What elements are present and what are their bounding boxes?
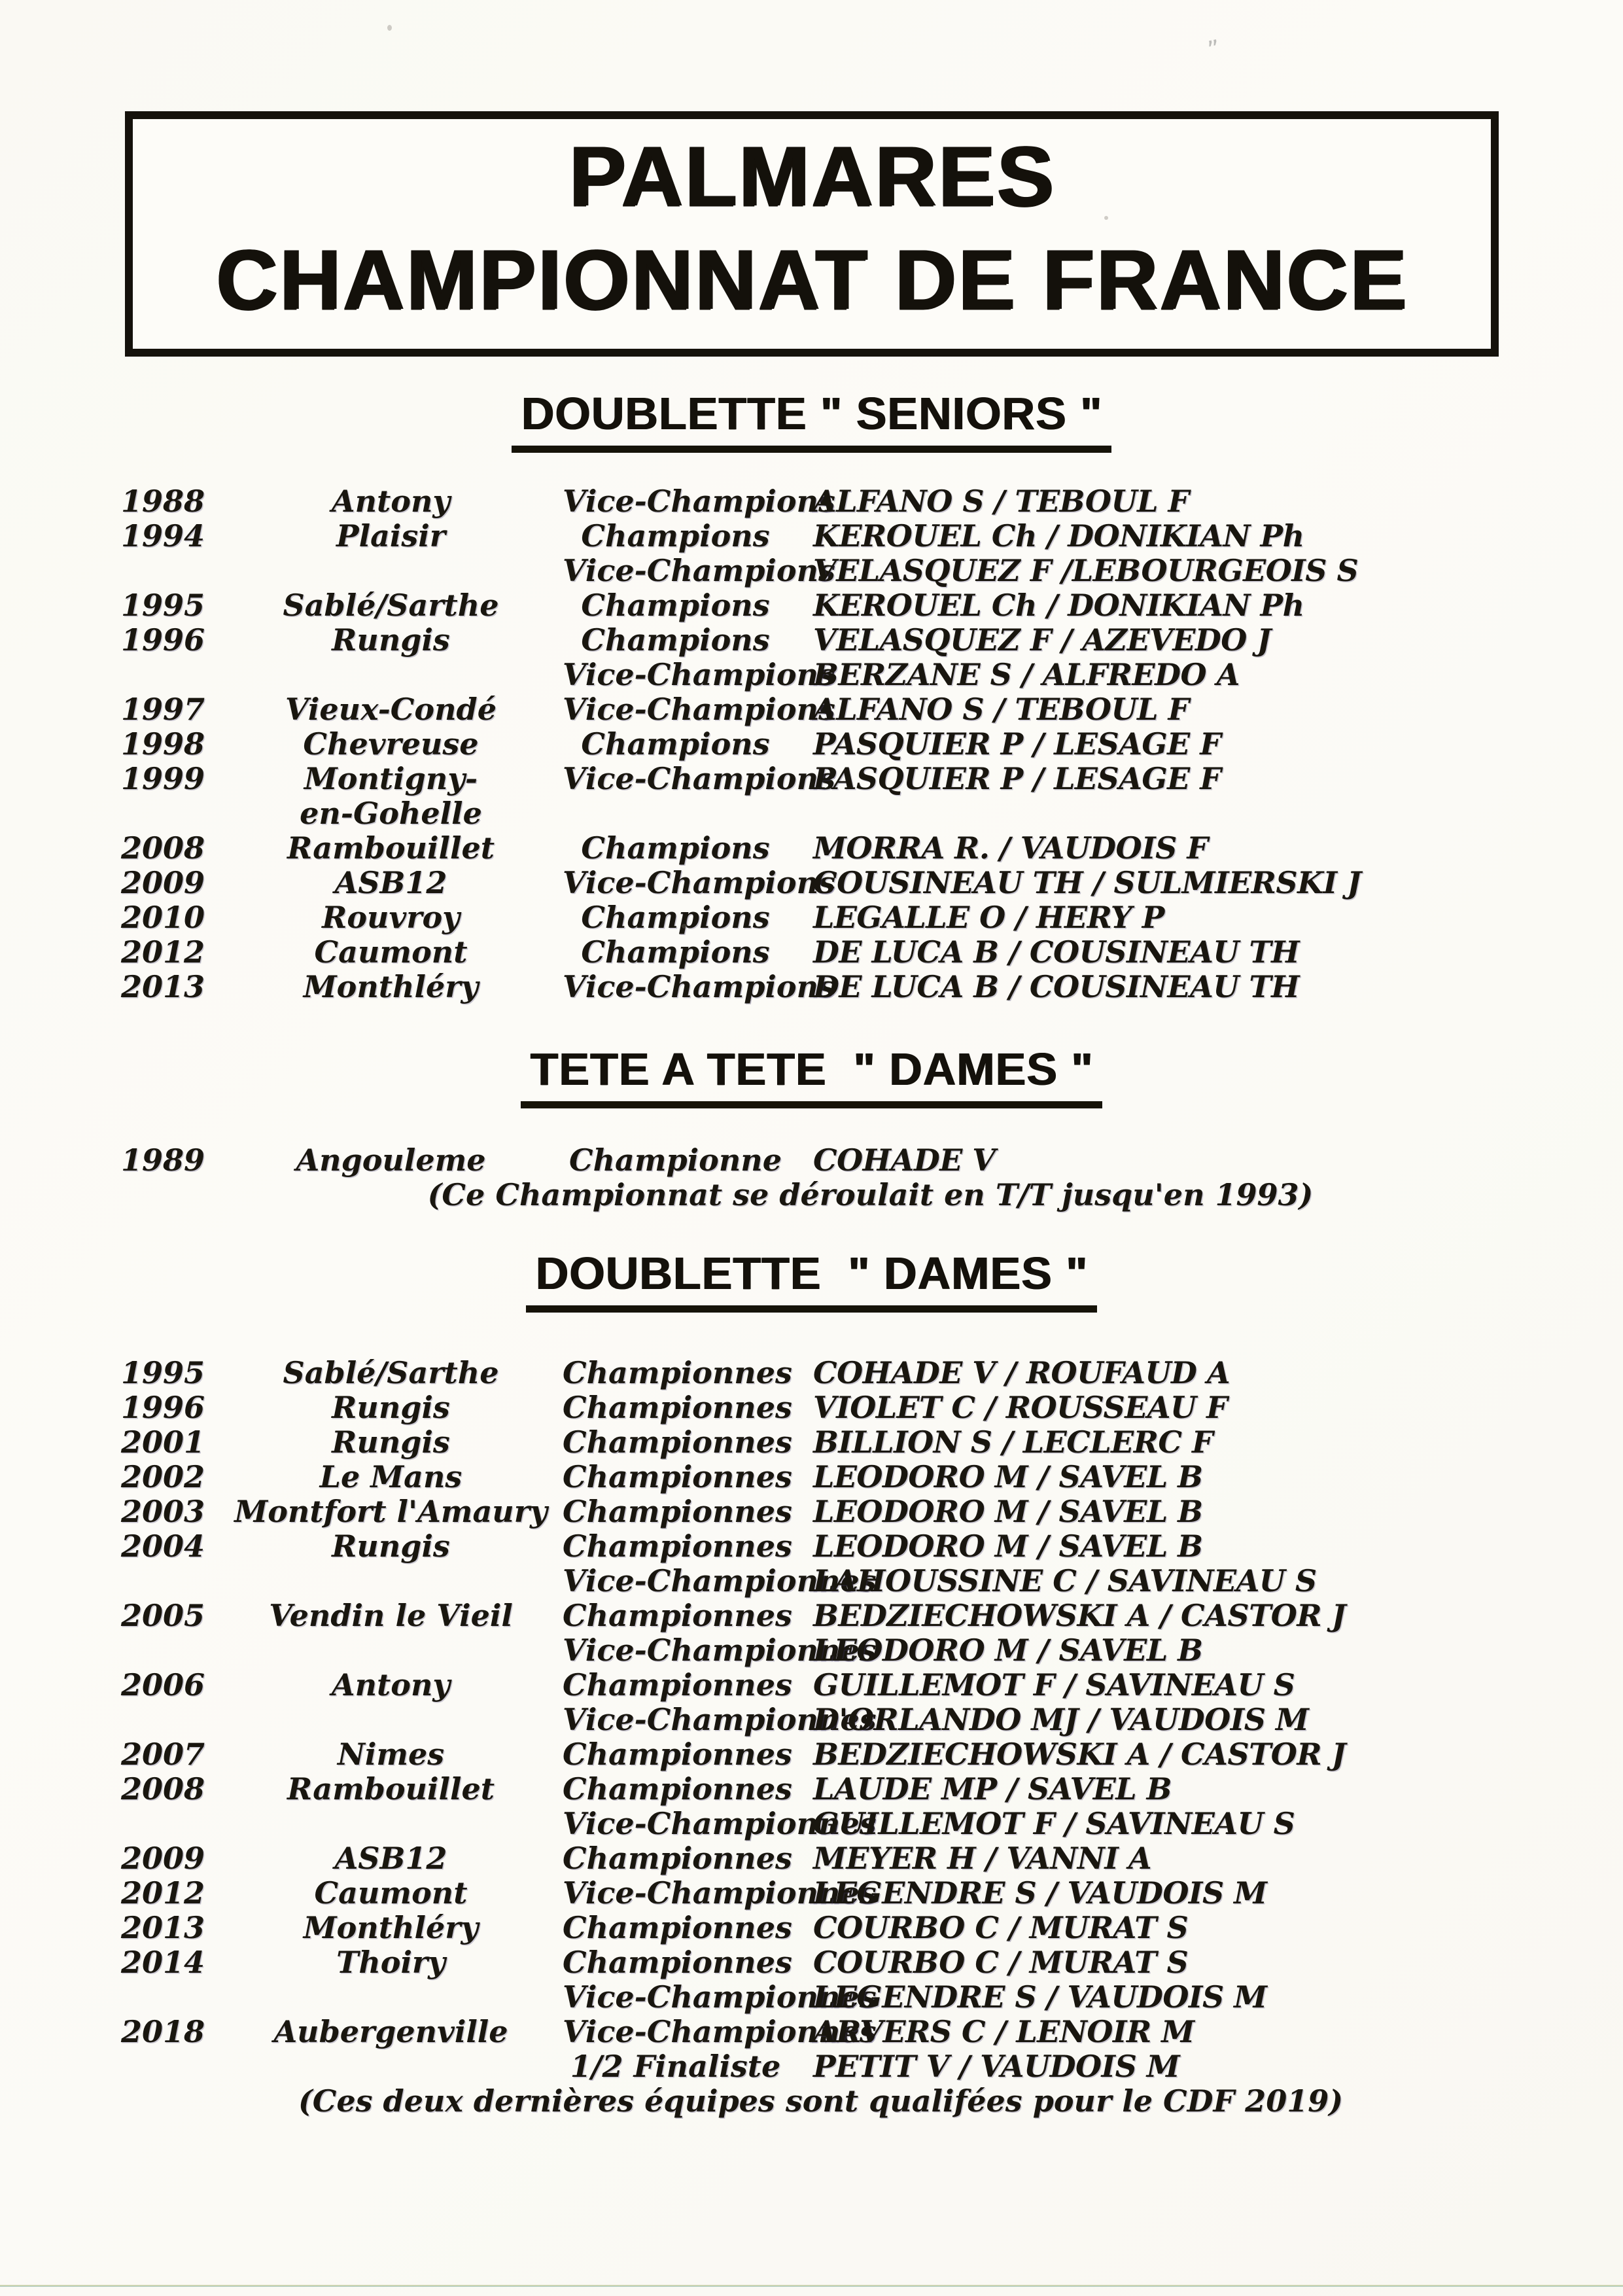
players-names-cell: LEODORO M / SAVEL B <box>813 1633 1203 1668</box>
city-cell: Chevreuse <box>303 726 479 762</box>
rank-title-cell: Championnes <box>563 1424 792 1460</box>
rank-title-cell: Championne <box>568 1142 782 1178</box>
section-heading-wrap <box>0 388 1623 453</box>
players-names-cell: DE LUCA B / COUSINEAU TH <box>813 969 1300 1004</box>
table-row <box>121 970 1623 1004</box>
year-cell: 2003 <box>121 1494 205 1529</box>
players-names-cell: BERZANE S / ALFREDO A <box>813 657 1240 692</box>
rank-title-cell: Vice-Championnes <box>563 1979 877 2015</box>
table-row <box>121 1529 1623 1564</box>
title-box <box>125 111 1499 357</box>
year-cell: 1996 <box>121 1390 205 1425</box>
city-cell: Rambouillet <box>287 1771 495 1807</box>
year-cell: 1989 <box>121 1142 205 1178</box>
table-row <box>121 1703 1623 1737</box>
players-names-cell: ARVERS C / LENOIR M <box>813 2014 1195 2049</box>
players-names-cell: COHADE V / ROUFAUD A <box>813 1355 1230 1390</box>
section-heading-wrap <box>0 1250 1623 1313</box>
table-row <box>121 935 1623 970</box>
year-cell: 2012 <box>121 934 205 970</box>
table-row <box>121 1911 1623 1945</box>
table-row <box>121 692 1623 727</box>
players-names-cell: BEDZIECHOWSKI A / CASTOR J <box>813 1737 1346 1772</box>
players-names-cell: LEGENDRE S / VAUDOIS M <box>813 1979 1267 2015</box>
players-names-cell: BEDZIECHOWSKI A / CASTOR J <box>813 1598 1346 1633</box>
players-names-cell: COURBO C / MURAT S <box>813 1945 1189 1980</box>
rank-title-cell: Vice-Champions <box>563 484 835 519</box>
year-cell: 2008 <box>121 1771 205 1807</box>
year-cell: 2010 <box>121 900 205 935</box>
rank-title-cell: Vice-Champions <box>563 761 835 796</box>
players-names-cell: COUSINEAU TH / SULMIERSKI J <box>813 865 1361 900</box>
year-cell: 1988 <box>121 484 205 519</box>
players-names-cell: PETIT V / VAUDOIS M <box>813 2049 1180 2084</box>
rank-title-cell: Vice-Champions <box>563 969 835 1004</box>
rank-title-cell: Championnes <box>563 1737 792 1772</box>
players-names-cell: MORRA R. / VAUDOIS F <box>813 830 1208 866</box>
city-cell: ASB12 <box>334 865 447 900</box>
table-row <box>121 1772 1623 1807</box>
table-row <box>121 1598 1623 1633</box>
city-cell: Vieux-Condé <box>285 692 497 727</box>
results-table-seniors <box>0 484 1623 1004</box>
table-row <box>121 762 1623 796</box>
city-cell: Rungis <box>332 1424 450 1460</box>
players-names-cell: VIOLET C / ROUSSEAU F <box>813 1390 1228 1425</box>
tete-dames-note: (Ce Championnat se déroulait en T/T jusqu'en 1993) <box>427 1177 1314 1212</box>
table-row <box>121 1668 1623 1703</box>
table-row <box>121 1356 1623 1390</box>
table-row <box>121 1737 1623 1772</box>
players-names-cell: LEODORO M / SAVEL B <box>813 1459 1203 1494</box>
city-cell: Plaisir <box>336 518 445 554</box>
year-cell: 1998 <box>121 726 205 762</box>
year-cell: 2009 <box>121 865 205 900</box>
players-names-cell: MEYER H / VANNI A <box>813 1841 1152 1876</box>
table-row <box>121 1564 1623 1598</box>
city-cell: Caumont <box>314 1875 468 1911</box>
year-cell: 1994 <box>121 518 205 554</box>
rank-title-cell: Championnes <box>563 1841 792 1876</box>
players-names-cell: BILLION S / LECLERC F <box>813 1424 1213 1460</box>
players-names-cell: KEROUEL Ch / DONIKIAN Ph <box>813 588 1304 623</box>
year-cell: 2007 <box>121 1737 205 1772</box>
players-names-cell: ALFANO S / TEBOUL F <box>813 692 1189 727</box>
scan-artifact-mark: „ <box>1202 21 1220 50</box>
table-row <box>121 1980 1623 2015</box>
city-cell: Rungis <box>332 1528 450 1564</box>
rank-title-cell: Championnes <box>563 1945 792 1980</box>
players-names-cell: LAUDE MP / SAVEL B <box>813 1771 1172 1807</box>
players-names-cell: GUILLEMOT F / SAVINEAU S <box>813 1806 1295 1841</box>
city-cell: Rungis <box>332 622 450 658</box>
players-names-cell: COHADE V <box>813 1142 996 1178</box>
rank-title-cell: Championnes <box>563 1771 792 1807</box>
players-names-cell: PASQUIER P / LESAGE F <box>813 761 1221 796</box>
rank-title-cell: Champions <box>581 900 770 935</box>
rank-title-cell: Champions <box>581 830 770 866</box>
city-cell: Rambouillet <box>287 830 495 866</box>
table-row <box>121 554 1623 588</box>
rank-title-cell: Championnes <box>563 1459 792 1494</box>
players-names-cell: LEGALLE O / HERY P <box>813 900 1164 935</box>
table-row <box>121 1425 1623 1460</box>
year-cell: 2006 <box>121 1667 205 1703</box>
rank-title-cell: Championnes <box>563 1528 792 1564</box>
city-cell: Rouvroy <box>322 900 460 935</box>
year-cell: 1995 <box>121 1355 205 1390</box>
table-row <box>121 900 1623 935</box>
rank-title-cell: Vice-Championnes <box>563 1806 877 1841</box>
rank-title-cell: Championnes <box>563 1910 792 1945</box>
table-row <box>121 727 1623 762</box>
table-row <box>121 1807 1623 1841</box>
year-cell: 1999 <box>121 761 205 796</box>
table-row <box>121 1494 1623 1529</box>
city-cell: Aubergenville <box>273 2014 508 2049</box>
city-cell: Vendin le Vieil <box>269 1598 513 1633</box>
year-cell: 2001 <box>121 1424 205 1460</box>
players-names-cell: COURBO C / MURAT S <box>813 1910 1189 1945</box>
players-names-cell: LAHOUSSINE C / SAVINEAU S <box>813 1563 1317 1598</box>
rank-title-cell: Champions <box>581 726 770 762</box>
rank-title-cell: Championnes <box>563 1390 792 1425</box>
city-cell: en-Gohelle <box>300 796 482 831</box>
table-row <box>121 623 1623 658</box>
rank-title-cell: Championnes <box>563 1598 792 1633</box>
scan-edge-line <box>0 2285 1623 2287</box>
document-title-line2: CHAMPIONNAT DE FRANCE <box>215 232 1408 327</box>
section-heading-dames: DOUBLETTE " DAMES " <box>526 1250 1097 1313</box>
rank-title-cell: Vice-Championnes <box>563 1633 877 1668</box>
table-row <box>121 1143 1623 1178</box>
document-title-line1: PALMARES <box>568 128 1055 224</box>
rank-title-cell: Vice-Champions <box>563 865 835 900</box>
players-names-cell: DE LUCA B / COUSINEAU TH <box>813 934 1300 970</box>
scan-speck <box>682 924 687 928</box>
table-row <box>121 658 1623 692</box>
city-cell: Le Mans <box>319 1459 462 1494</box>
table-row <box>121 588 1623 623</box>
section-doublette-dames <box>0 1250 1623 2119</box>
rank-title-cell: Vice-Champions <box>563 657 835 692</box>
table-row <box>121 831 1623 866</box>
year-cell: 2009 <box>121 1841 205 1876</box>
rank-title-cell: Championnes <box>563 1355 792 1390</box>
table-row <box>121 1460 1623 1494</box>
city-cell: Thoiry <box>336 1945 445 1980</box>
year-cell: 2013 <box>121 1910 205 1945</box>
year-cell: 2013 <box>121 969 205 1004</box>
players-names-cell: LEODORO M / SAVEL B <box>813 1494 1203 1529</box>
table-row <box>121 484 1623 519</box>
rank-title-cell: Vice-Champions <box>563 553 835 588</box>
players-names-cell: D'ORLANDO MJ / VAUDOIS M <box>813 1702 1309 1737</box>
rank-title-cell: Vice-Championnes <box>563 1875 877 1911</box>
table-row <box>121 2015 1623 2049</box>
rank-title-cell: Vice-Championnes <box>563 2014 877 2049</box>
rank-title-cell: Champions <box>581 622 770 658</box>
city-cell: ASB12 <box>334 1841 447 1876</box>
section-heading-tete-dames: TETE A TETE " DAMES " <box>521 1046 1102 1108</box>
rank-title-cell: 1/2 Finaliste <box>570 2049 781 2084</box>
table-row <box>121 519 1623 554</box>
year-cell: 2008 <box>121 830 205 866</box>
city-cell: Nimes <box>337 1737 445 1772</box>
rank-title-cell: Vice-Championnes <box>563 1702 877 1737</box>
rank-title-cell: Champions <box>581 934 770 970</box>
city-cell: Rungis <box>332 1390 450 1425</box>
dames-qualification-note: (Ces deux dernières équipes sont qualifées pour le CDF 2019) <box>298 2083 1343 2119</box>
results-table-tete-dames <box>0 1143 1623 1178</box>
table-row <box>121 1945 1623 1980</box>
players-names-cell: VELASQUEZ F /LEBOURGEOIS S <box>813 553 1359 588</box>
city-cell: Montfort l'Amaury <box>234 1494 548 1529</box>
year-cell: 1996 <box>121 622 205 658</box>
players-names-cell: ALFANO S / TEBOUL F <box>813 484 1189 519</box>
section-doublette-seniors <box>0 388 1623 1004</box>
city-cell: Montigny- <box>304 761 478 796</box>
players-names-cell: LEODORO M / SAVEL B <box>813 1528 1203 1564</box>
year-cell: 2005 <box>121 1598 205 1633</box>
rank-title-cell: Championnes <box>563 1494 792 1529</box>
city-cell: Angouleme <box>296 1142 486 1178</box>
table-row <box>121 2049 1623 2084</box>
rank-title-cell: Vice-Champions <box>563 692 835 727</box>
city-cell: Antony <box>331 484 451 519</box>
year-cell: 1997 <box>121 692 205 727</box>
players-names-cell: PASQUIER P / LESAGE F <box>813 726 1221 762</box>
year-cell: 2004 <box>121 1528 205 1564</box>
city-cell: Monthléry <box>303 1910 479 1945</box>
table-row <box>121 1390 1623 1425</box>
table-row <box>121 866 1623 900</box>
rank-title-cell: Champions <box>581 518 770 554</box>
table-row <box>121 1633 1623 1668</box>
rank-title-cell: Vice-Championnes <box>563 1563 877 1598</box>
scan-speck <box>1104 216 1108 220</box>
city-cell: Caumont <box>314 934 468 970</box>
players-names-cell: GUILLEMOT F / SAVINEAU S <box>813 1667 1295 1703</box>
city-cell: Sablé/Sarthe <box>283 1355 499 1390</box>
table-row <box>121 796 1623 831</box>
city-cell: Antony <box>331 1667 451 1703</box>
year-cell: 2014 <box>121 1945 205 1980</box>
section-tete-a-tete-dames <box>0 1046 1623 1212</box>
table-row <box>121 1876 1623 1911</box>
players-names-cell: VELASQUEZ F / AZEVEDO J <box>813 622 1271 658</box>
scan-speck <box>387 25 392 31</box>
year-cell: 2018 <box>121 2014 205 2049</box>
year-cell: 1995 <box>121 588 205 623</box>
city-cell: Monthléry <box>303 969 479 1004</box>
players-names-cell: LEGENDRE S / VAUDOIS M <box>813 1875 1267 1911</box>
rank-title-cell: Champions <box>581 588 770 623</box>
city-cell: Sablé/Sarthe <box>283 588 499 623</box>
rank-title-cell: Championnes <box>563 1667 792 1703</box>
section-heading-seniors: DOUBLETTE " SENIORS " <box>512 391 1111 453</box>
table-row <box>121 1841 1623 1876</box>
section-heading-wrap <box>0 1046 1623 1108</box>
results-table-dames <box>0 1356 1623 2084</box>
year-cell: 2012 <box>121 1875 205 1911</box>
year-cell: 2002 <box>121 1459 205 1494</box>
players-names-cell: KEROUEL Ch / DONIKIAN Ph <box>813 518 1304 554</box>
